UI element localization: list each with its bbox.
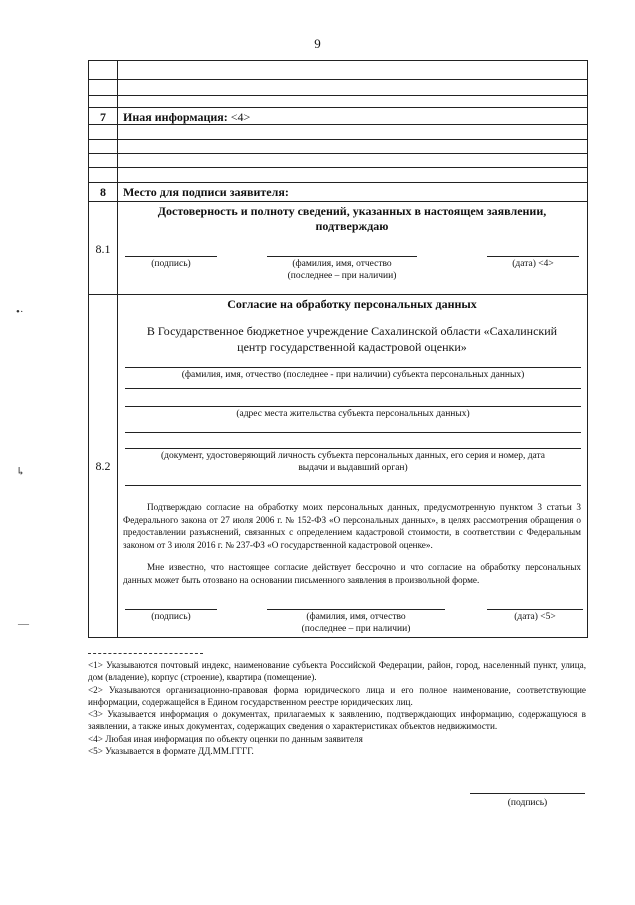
address-caption: (адрес места жительства субъекта персональных данных)	[236, 409, 470, 419]
consent-full-name-caption-line2: (последнее – при наличии)	[301, 624, 411, 634]
consent-date-line	[487, 609, 583, 610]
section-8-2-number: 8.2	[95, 459, 111, 473]
consent-full-name-caption-line1: (фамилия, имя, отчество	[306, 612, 406, 622]
scan-mark: —	[18, 618, 29, 630]
row-divider	[89, 294, 587, 295]
scan-mark: •·	[16, 306, 24, 318]
row-divider	[89, 95, 587, 96]
consent-text: Подтверждаю согласие на обработку моих персональных данных, предусмотренную пунктом 3 статьи 3 Федерального закона от 27 июля 2006 г. № 152-ФЗ «О персональных данных», в целях рассмотрения обращения о предоставлении разъяснений, связанных с определением кадастровой стоимости, в соответствии с Федеральным законом от 3 июля 2016 г. № 237-ФЗ «О государственной кадастровой оценке».	[123, 502, 581, 550]
signature-line	[125, 256, 217, 257]
date-caption: (дата) <4>	[512, 259, 554, 269]
consent-recipient-line2: центр государственной кадастровой оценки»	[237, 340, 467, 354]
section-7-number: 7	[100, 110, 106, 124]
address-line-2	[125, 432, 581, 433]
bottom-signature-caption: (подпись)	[507, 798, 548, 808]
subject-name-line	[125, 367, 581, 368]
row-divider	[89, 107, 587, 108]
full-name-caption-line2: (последнее – при наличии)	[287, 271, 397, 281]
footnote-2: <2> Указываются организационно-правовая форма юридического лица и его полное наименование, соответствующие информации, содержащейся в Едином государственном реестре юридических лиц.	[88, 684, 586, 707]
document-caption-line1: (документ, удостоверяющий личность субъекта персональных данных, его серия и номер, дата	[160, 451, 545, 461]
row-divider	[89, 167, 587, 168]
section-8-1-number: 8.1	[95, 242, 111, 256]
footnote-1: <1> Указываются почтовый индекс, наименование субъекта Российской Федерации, район, город, населенный пункт, улица, дом (владение), корпус (строение), квартира (помещение).	[88, 660, 586, 683]
subject-name-caption: (фамилия, имя, отчество (последнее - при наличии) субъекта персональных данных)	[181, 370, 525, 380]
section-8-1-heading-line1: Достоверность и полноту сведений, указанных в настоящем заявлении,	[157, 204, 547, 218]
footnote-5: <5> Указывается в формате ДД.ММ.ГГГГ.	[88, 746, 254, 757]
application-form-table	[88, 60, 588, 638]
row-divider	[89, 182, 587, 183]
footnotes	[88, 659, 586, 757]
section-8-1-heading-line2: подтверждаю	[315, 219, 389, 233]
consent-signature-line	[125, 609, 217, 610]
row-divider	[89, 153, 587, 154]
section-7-title-text: Иная информация:	[123, 110, 228, 124]
bottom-signature-line	[470, 793, 585, 794]
document-line-2	[125, 485, 581, 486]
document-line	[125, 448, 581, 449]
footnote-separator	[88, 653, 203, 654]
footnote-4: <4> Любая иная информация по объекту оценки по данным заявителя	[88, 733, 363, 744]
revoke-text: Мне известно, что настоящее согласие действует бессрочно и что согласие на обработку персональных данных может быть отозвано на основании письменного заявления в произвольной форме.	[123, 562, 581, 585]
signature-caption: (подпись)	[151, 259, 191, 269]
consent-full-name-caption	[267, 611, 445, 635]
document-caption	[125, 450, 581, 474]
section-8-title: Место для подписи заявителя:	[123, 185, 289, 199]
row-divider	[89, 124, 587, 125]
consent-recipient	[117, 323, 587, 355]
section-7-title	[123, 110, 250, 125]
full-name-caption	[267, 258, 417, 282]
consent-heading: Согласие на обработку персональных данных	[227, 297, 477, 311]
consent-signature-caption: (подпись)	[151, 612, 191, 622]
section-8-1-heading	[117, 204, 587, 234]
full-name-line	[267, 256, 417, 257]
scan-mark: ↳	[16, 466, 26, 478]
consent-full-name-line	[267, 609, 445, 610]
section-7-ref: <4>	[227, 110, 251, 124]
consent-date-caption: (дата) <5>	[514, 612, 556, 622]
page-number: 9	[314, 36, 321, 51]
subject-name-line-2	[125, 388, 581, 389]
full-name-caption-line1: (фамилия, имя, отчество	[292, 259, 392, 269]
consent-recipient-line1: В Государственное бюджетное учреждение Сахалинской области «Сахалинский	[146, 324, 558, 338]
date-line	[487, 256, 579, 257]
address-line	[125, 406, 581, 407]
footnote-3: <3> Указывается информация о документах, прилагаемых к заявлению, подтверждающих информацию, содержащуюся в заявлении, а также иных документах, содержащих сведения о характеристиках объектов недвижимости.	[88, 709, 586, 732]
document-caption-line2: выдачи и выдавший орган)	[298, 463, 408, 473]
row-divider	[89, 201, 587, 202]
section-8-number: 8	[100, 185, 106, 199]
row-divider	[89, 139, 587, 140]
row-divider	[89, 79, 587, 80]
